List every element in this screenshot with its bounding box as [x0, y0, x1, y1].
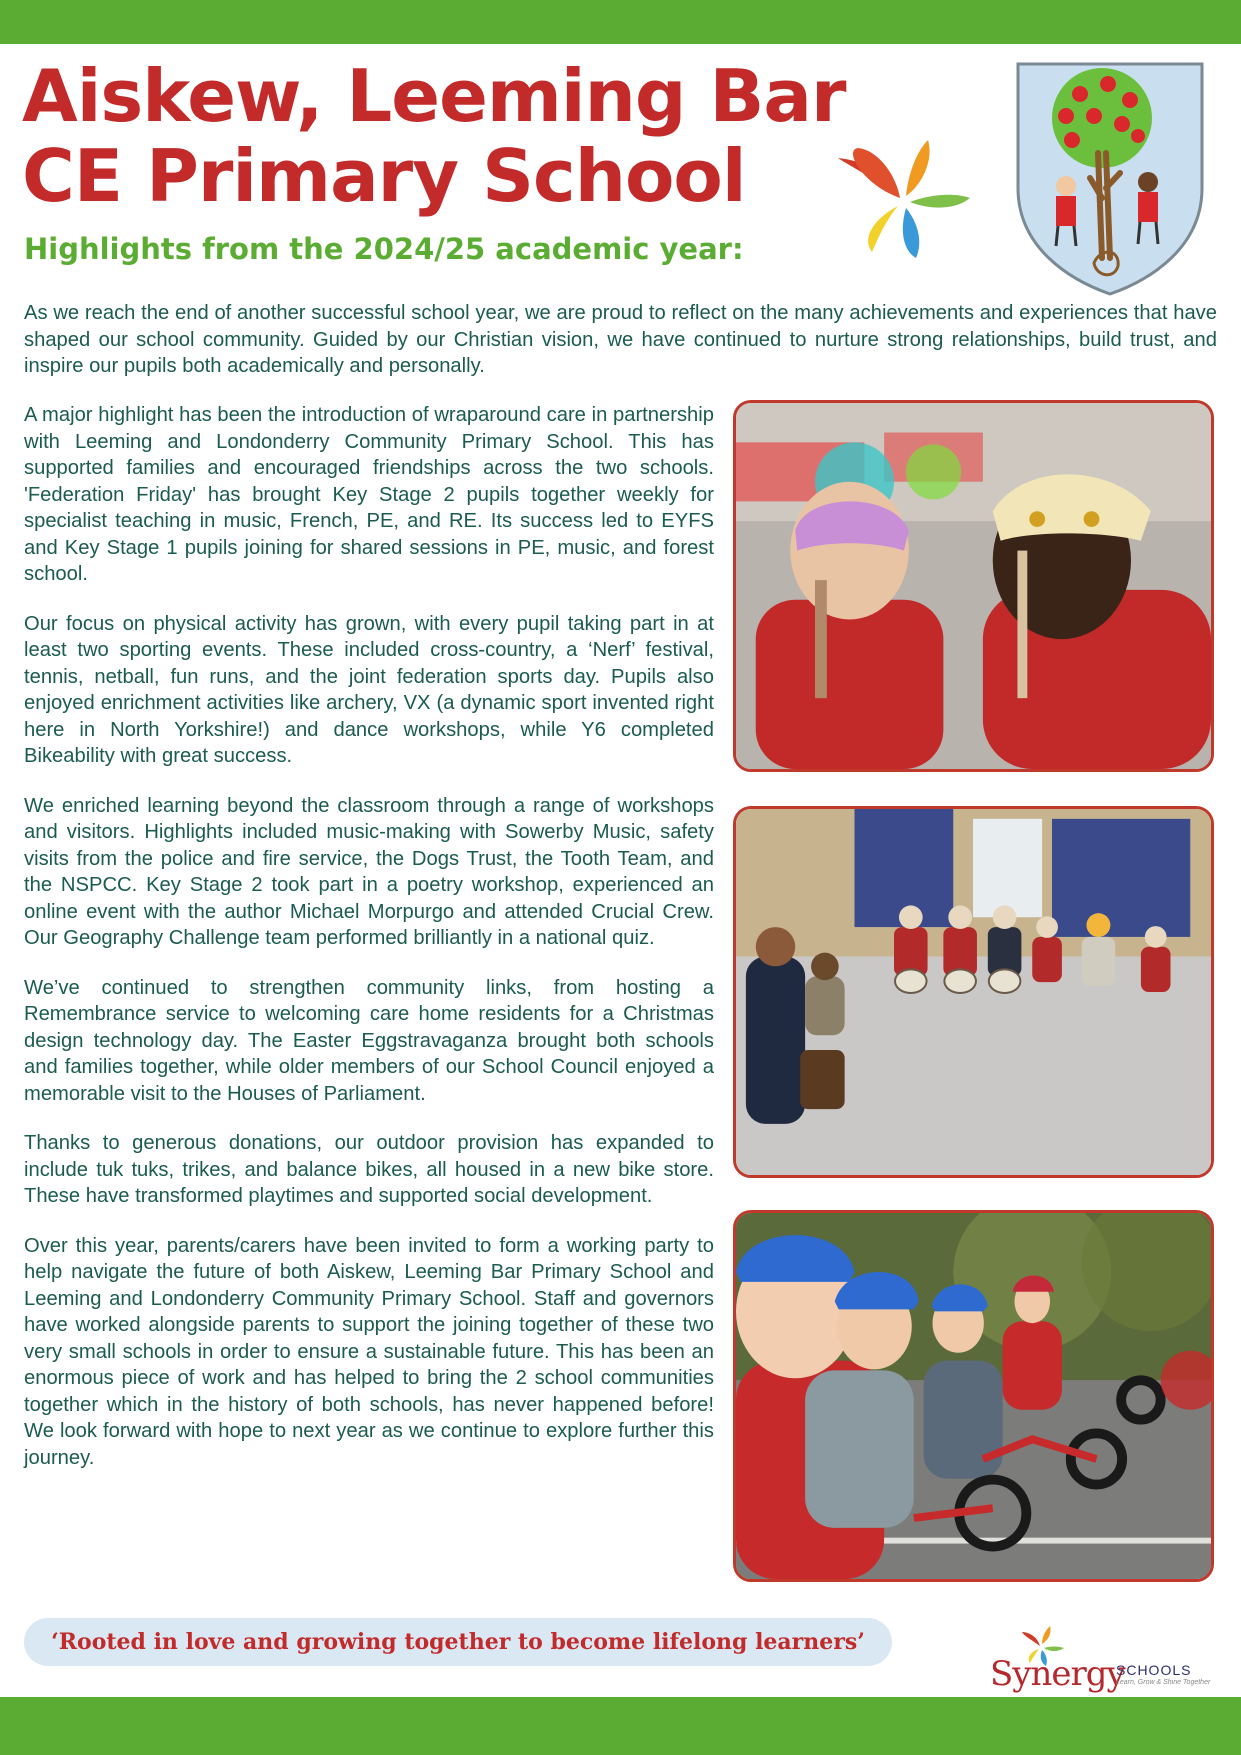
body-column	[24, 402, 714, 1494]
body-paragraph: Thanks to generous donations, our outdoor provision has expanded to include tuk tuks, trikes, and balance bikes, all housed in a new bike store. These have transformed playtimes and supported social development.	[24, 1132, 714, 1207]
page-subtitle: Highlights from the 2024/25 academic year:	[24, 232, 744, 266]
body-paragraph: Our focus on physical activity has grown, with every pupil taking part in at least two sporting events. These included cross-country, a ‘Nerf’ festival, tennis, netball, fun runs, and the joint federation sports day. Pupils also enjoyed enrichment activities like archery, VX (a dynamic sport invented right here in North Yorkshire!) and dance workshops, while Y6 completed Bikeability with great success.	[24, 612, 714, 767]
body-paragraph: We’ve continued to strengthen community links, from hosting a Remembrance service to welcoming care home residents for a Christmas design technology day. The Easter Eggstravaganza brought both schools and families together, while older members of our School Council enjoyed a memorable visit to the Houses of Parliament.	[24, 976, 714, 1105]
bottom-green-band	[0, 1697, 1241, 1755]
intro-paragraph: As we reach the end of another successful school year, we are proud to reflect on the many achievements and experiences that have shaped our school community. Guided by our Christian vision, we have continued to nurture strong relationships, build trust, and inspire our pupils both academically and personally.	[24, 302, 1217, 377]
body-paragraph: Over this year, parents/carers have been invited to form a working party to help navigate the future of both Aiskew, Leeming Bar Primary School and Leeming and Londonderry Community Primary School. Staff and governors have worked alongside parents to support the joining together of these two very small schools in order to ensure a sustainable future. This has been an enormous piece of work and has helped to bring the 2 school communities together which in the history of both schools, has never happened before! We look forward with hope to next year as we continue to explore further this journey.	[24, 1234, 714, 1469]
synergy-tagline: Learn, Grow & Shine Together	[1116, 1679, 1211, 1686]
body-paragraph: We enriched learning beyond the classroom through a range of workshops and visitors. Highlights included music-making with Sowerby Music, safety visits from the police and fire service, the Dogs Trust, the Tooth Team, and the NSPCC. Key Stage 2 took part in a poetry workshop, experienced an online event with the author Michael Morpurgo and attended Crucial Crew. Our Geography Challenge team performed brilliantly in a national quiz.	[24, 794, 714, 949]
page-title: Aiskew, Leeming Bar CE Primary School	[22, 54, 846, 218]
synergy-schools-label: SCHOOLS	[1116, 1662, 1192, 1678]
flower-logo-icon	[838, 140, 978, 270]
motto-text: ‘Rooted in love and growing together to become lifelong learners’	[51, 1629, 865, 1655]
synergy-wordmark: Synergy	[990, 1654, 1125, 1694]
photo-drumming-workshop	[733, 806, 1214, 1178]
top-green-band	[0, 0, 1241, 44]
synergy-schools-logo	[990, 1626, 1220, 1692]
photo-balance-bikes	[733, 1210, 1214, 1582]
motto-banner	[24, 1618, 892, 1666]
school-crest-icon	[1010, 58, 1210, 298]
body-paragraph: A major highlight has been the introduction of wraparound care in partnership with Leeming and Londonderry Community Primary School. This has supported families and encouraged friendships across the two schools. 'Federation Friday' has brought Key Stage 2 pupils together weekly for specialist teaching in music, French, PE, and RE. Its success led to EYFS and Key Stage 1 pupils joining for shared sessions in PE, music, and forest school.	[24, 404, 714, 585]
photo-children-masks	[733, 400, 1214, 772]
